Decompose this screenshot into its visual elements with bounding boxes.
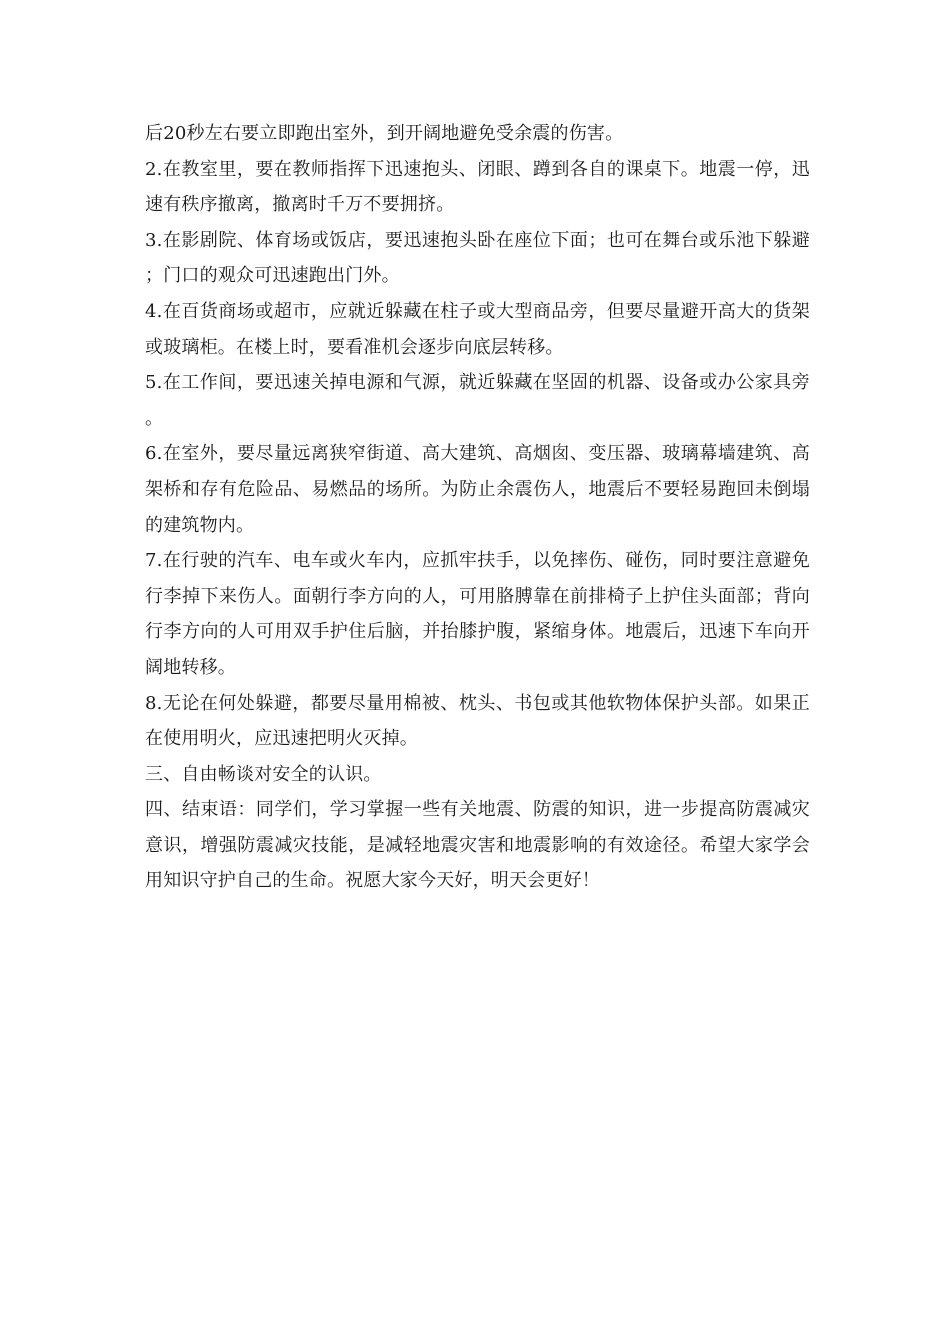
section-heading-discussion: 三、自由畅谈对安全的认识。 bbox=[145, 763, 382, 785]
paragraph-protect-head: 8.无论在何处躲避，都要尽量用棉被、枕头、书包或其他软物体保护头部。如果正在使用明火，应迅速把明火灭掉。 bbox=[145, 692, 810, 750]
document-body bbox=[145, 116, 810, 899]
paragraph-theater: 3.在影剧院、体育场或饭店，要迅速抱头卧在座位下面；也可在舞台或乐池下躲避；门口的观众可迅速跑出门外。 bbox=[145, 229, 810, 287]
paragraph-outdoors: 6.在室外，要尽量远离狭窄街道、高大建筑、高烟囱、变压器、玻璃幕墙建筑、高架桥和存有危险品、易燃品的场所。为防止余震伤人，地震后不要轻易跑回未倒塌的建筑物内。 bbox=[145, 443, 810, 536]
paragraph-continuation: 后20秒左右要立即跑出室外，到开阔地避免受余震的伤害。 bbox=[145, 123, 624, 144]
section-conclusion: 四、结束语：同学们，学习掌握一些有关地震、防震的知识，进一步提高防震减灾意识，增强防震减灾技能，是减轻地震灾害和地震影响的有效途径。希望大家学会用知识守护自己的生命。祝愿大家今天好，明天会更好！ bbox=[145, 799, 810, 892]
paragraph-workshop: 5.在工作间，要迅速关掉电源和气源，就近躲藏在坚固的机器、设备或办公家具旁。 bbox=[145, 372, 810, 429]
paragraph-vehicle: 7.在行驶的汽车、电车或火车内，应抓牢扶手，以免摔伤、碰伤，同时要注意避免行李掉下来伤人。面朝行李方向的人，可用胳膊靠在前排椅子上护住头面部；背向行李方向的人可用双手护住后脑，并抬膝护腹，紧缩身体。地震后，迅速下车向开阔地转移。 bbox=[145, 550, 810, 678]
paragraph-mall: 4.在百货商场或超市，应就近躲藏在柱子或大型商品旁，但要尽量避开高大的货架或玻璃柜。在楼上时，要看准机会逐步向底层转移。 bbox=[145, 300, 810, 358]
paragraph-classroom: 2.在教室里，要在教师指挥下迅速抱头、闭眼、蹲到各自的课桌下。地震一停，迅速有秩序撤离，撤离时千万不要拥挤。 bbox=[145, 158, 810, 216]
